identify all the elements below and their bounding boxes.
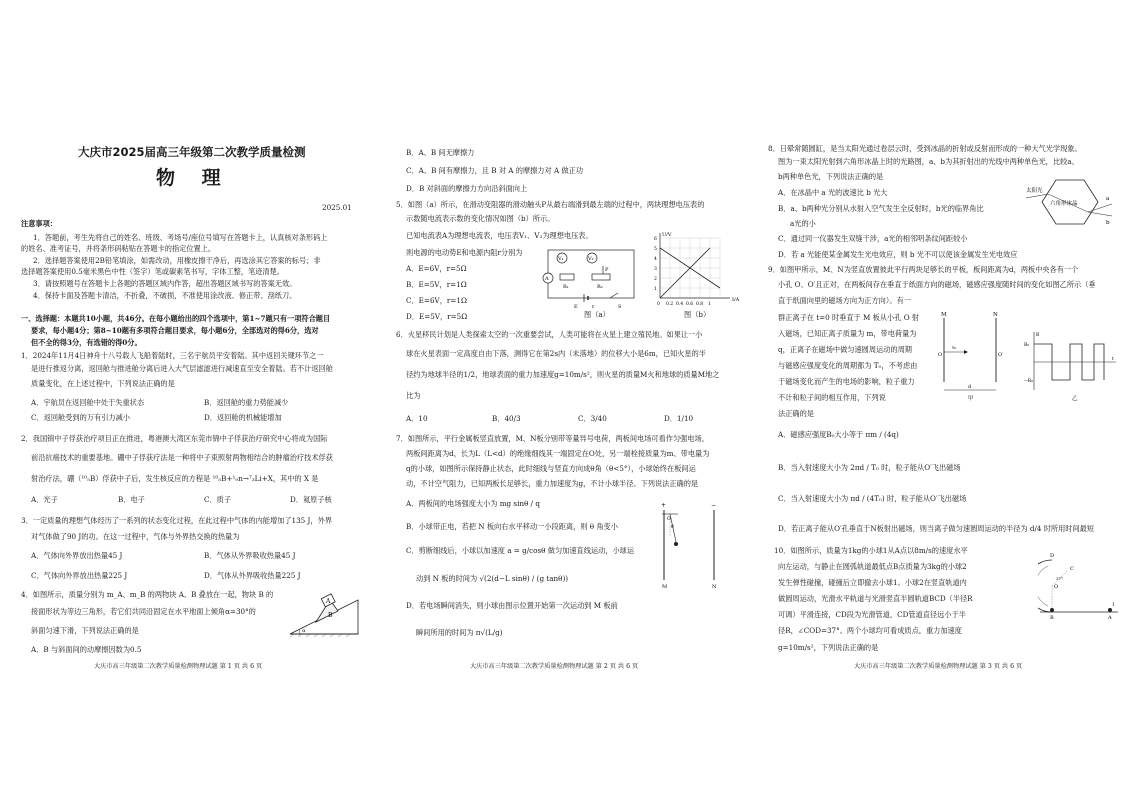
q2-option-d: D．氦原子核 — [290, 495, 332, 504]
q4-option-c: C．A、B 间有摩擦力，且 B 对 A 的摩擦力对 A 做正功 — [406, 166, 584, 175]
notice-line: 选择题答案使用0.5毫米黑色中性（签字）笔或碳素笔书写，字体工整，笔迹清楚。 — [21, 267, 284, 276]
q9-stem: 于磁场变化而产生的电场的影响，粒子重力 — [778, 377, 915, 386]
label-n: N — [712, 584, 717, 590]
label-r2: R₂ — [597, 284, 603, 290]
b-field-graph — [1024, 330, 1120, 402]
q6-option-c: C．3/40 — [578, 414, 607, 423]
q1-option-d: D．返回舱的机械能增加 — [204, 413, 282, 422]
label-angle: 37° — [1056, 576, 1064, 581]
notice-line: 3．请按照题号在答题卡上各题的答题区域内作答，超出答题区域书写的答案无效。 — [33, 279, 297, 288]
q10-stem: 10．如图所示，质量为1kg的小球1从A点以8m/s的速度水平 — [774, 546, 968, 555]
label-o-center: O — [1054, 584, 1059, 590]
page-3 — [762, 0, 1123, 794]
section-heading: 一、选择题：本题共10小题，共46分。在每小题给出的四个选项中，第1~7题只有一项符合题目 — [21, 314, 331, 323]
q9-stem: 直于纸面向里的磁场方向为正方向）。有一 — [778, 296, 911, 305]
label-b-point: B — [1050, 615, 1054, 620]
label-ice-crystal: 六角形冰晶 — [1050, 201, 1078, 207]
notice-line: 的姓名、准考证号，并将条形码粘贴在答题卡的指定位置上。 — [21, 244, 216, 253]
q5-stem: 示数随电流表示数的变化情况如图（b）所示。 — [406, 214, 555, 223]
q7-stem: 两板间距离为d，长为L（L<d）的绝缘细线其一端固定在O处，另一端栓接质量为m、带电量为 — [406, 449, 710, 458]
q9-stem: 与磁感应强度变化的周期都为 T₀，不考虑由 — [778, 361, 918, 370]
q9-option-b: B．当入射速度大小为 2πd / T₀ 时，粒子能从O′飞出磁场 — [778, 463, 961, 472]
q3-stem: 对气体做了90 J的功。在这一过程中，气体与外界热交换的热量为 — [31, 532, 240, 541]
notice-line: 4．保持卡面及答题卡清洁，不折叠，不破损，不准使用涂改液、修正带、刮纸刀。 — [33, 291, 297, 300]
y-tick: 4 — [654, 257, 657, 262]
label-neg-b0: −B₀ — [1024, 379, 1033, 384]
label-p: P — [605, 267, 609, 273]
q2-option-b: B．电子 — [118, 495, 145, 504]
exam-title: 大庆市2025届高三年级第二次教学质量检测 — [78, 145, 306, 159]
label-o-hole: O — [938, 352, 943, 358]
q5-option-b: B．E=5V，r=1Ω — [406, 280, 467, 289]
q7-option-c: C．剪断细线后，小球以加速度 a = g/cosθ 做匀加速直线运动，小球运 — [406, 546, 635, 555]
q10-stem: 可调）平滑连接，CD段为光滑管道，CD管道直径远小于半 — [778, 610, 966, 619]
fig-b-caption: 图（b） — [684, 310, 711, 319]
q4-option-a: A．B 与斜面间的动摩擦因数为0.5 — [31, 645, 142, 654]
q9-stem: 9．如图甲所示，M、N为竖直放置彼此平行两块足够长的平板，板间距离为d，两板中央各有一个 — [768, 265, 1079, 274]
label-ball-1: 1 — [1112, 603, 1115, 608]
incline-figure — [286, 586, 362, 638]
q1-stem: 是进行推返分离，返回舱与推进舱分离后进入大气层滤滤进行减速直至安全着陆。若不计返回舱 — [31, 364, 333, 373]
notice-title: 注意事项： — [21, 219, 57, 228]
q10-stem: 做圆周运动，光滑水平轨道与光滑竖直半圆轨道BCD（半径R — [778, 594, 973, 603]
label-o: O — [667, 517, 671, 522]
q4-option-b: B．A、B 间无摩擦力 — [406, 148, 475, 157]
q9-stem: 入磁场，已知正离子质量为 m，带电荷量为 — [778, 329, 917, 338]
label-theta: θ — [671, 525, 674, 530]
q8-stem: 8．日晕常随圆缸，是当太阳光通过卷层云时，受到冰晶的折射或反射而形成的一种大气光学现象。 — [768, 144, 1082, 153]
q5-stem: 5．如图（a）所示，在滑动变阻器的滑动触头P从最右端滑到最左端的过程中，两块理想电压表的 — [396, 200, 705, 209]
q7-option-c-cont: 动到 N 板的时间为 √(2(d−L sinθ) / (g tanθ)) — [416, 574, 569, 583]
q8-option-b-cont: a光的小 — [790, 219, 816, 228]
graph-xlabel: I/A — [732, 297, 740, 303]
q4-stem: 4．如图所示，质量分别为 m_A、m_B 的两物块 A、B 叠放在一起，物块 B 的 — [21, 590, 274, 599]
label-n-plate: N — [993, 312, 998, 318]
fig-a-caption: 图（a） — [584, 310, 610, 319]
page-1 — [0, 0, 372, 794]
circuit-figure — [540, 244, 640, 312]
q7-stem: 动，不计空气阻力，已知两板长足够长，重力加速度为g，不计小球半径。下列说法正确的是 — [406, 479, 699, 488]
q5-option-d: D．E=5V，r=5Ω — [406, 312, 468, 321]
q6-option-d: D．1/10 — [664, 414, 694, 423]
q9-option-d: D．若正离子能从O′孔垂直于N板射出磁场，则当离子做匀速圆周运动的半径为 d/4 时所用时间最短 — [778, 524, 1095, 533]
q9-stem: 小孔 O、O′且正对，在两板间存在垂直于纸面方向的磁场，磁感应强度随时间的变化如图乙所示（垂 — [778, 280, 1096, 289]
y-tick: 6 — [654, 237, 657, 242]
q7-option-a: A．两板间的电场强度大小为 mg sinθ / q — [406, 499, 540, 508]
label-a: A — [326, 598, 331, 605]
q9-option-c: C．当入射速度大小为 πd / (4T₀) 时，粒子能从O′飞出磁场 — [778, 494, 967, 503]
q6-stem: 径约为地球半径的1/2，地球表面的重力加速度g=10m/s²，则火星的质量M火和地球的质量M地之 — [406, 370, 720, 379]
q2-stem: 2．我国锦中子俘获治疗项目正在推进，粤港澳大湾区东莞市锦中子俘获治疗研究中心将成为国际 — [21, 434, 328, 443]
parallel-plate-figure — [658, 500, 722, 592]
label-e: E — [574, 304, 578, 310]
label-r: r — [592, 304, 595, 310]
q10-stem: g=10m/s²，下列说法正确的是 — [778, 643, 879, 652]
q8-option-b: B．a、b两种光分别从水射入空气发生全反射时，b光的临界角比 — [778, 204, 984, 213]
q2-stem: 射治疗法，硼（¹⁰₅B）俘获中子后，发生核反应的方程是 ¹⁰₅B+¹₀n→⁷₃Li+X，其中的 X 是 — [31, 474, 319, 483]
label-o-prime-hole: O′ — [998, 352, 1004, 358]
q7-option-d: D．若电场瞬间消失，则小球由图示位置开始第一次运动到 M 板前 — [406, 601, 618, 610]
q8-stem: 图为一束太阳光射到六角形冰晶上时的光路图，a、b为其折射出的光线中两种单色光，比较a、 — [778, 157, 1079, 166]
page-footer: 大庆市高三年级第二次教学质量检测物理试题 第 3 页 共 6 页 — [854, 663, 1023, 670]
q10-stem: 向左运动，与静止在圆弧轨道最低点B点质量为3kg的小球2 — [778, 562, 967, 571]
q1-option-a: A．宇航员在返回舱中处于失重状态 — [31, 398, 145, 407]
subject-title: 物 理 — [156, 167, 231, 189]
y-tick: 5 — [654, 247, 657, 252]
x-tick: 1 — [708, 302, 711, 307]
q10-stem: 径R，∠COD=37°。两个小球均可看成质点，重力加速度 — [778, 626, 962, 635]
label-b: B — [328, 612, 333, 619]
q3-option-d: D．气体从外界吸收热量225 J — [204, 571, 301, 580]
label-v0: v₀ — [952, 346, 957, 351]
label-ammeter: A — [545, 276, 549, 282]
q6-stem: 比为 — [406, 391, 421, 400]
x-tick: 0.6 — [686, 302, 694, 307]
caption-yi: 乙 — [1072, 396, 1078, 402]
q5-option-a: A．E=6V，r=5Ω — [406, 264, 467, 273]
label-b0: B₀ — [1024, 343, 1030, 348]
q9-stem: 法正确的是 — [778, 409, 814, 418]
u-i-graph — [654, 230, 750, 310]
plates-figure-a — [938, 310, 1018, 402]
q1-stem: 1．2024年11月4日神舟十八号载人飞船着陆时，三名宇航员平安着陆。其中返回关键环节之一 — [21, 351, 324, 360]
q7-option-b: B．小球带正电，若把 N 板向右水平移动一小段距离，则 θ 角变小 — [406, 522, 618, 531]
q9-stem: q，正离子在磁场中做匀速圆周运动的周期 — [778, 345, 912, 354]
label-v1: V₁ — [558, 256, 564, 262]
q8-option-c: C．通过同一仪器发生双缝干涉，a光的相邻明条纹间距较小 — [778, 234, 968, 243]
q5-stem: 则电源的电动势E和电源内阻r分别为 — [406, 248, 523, 257]
q8-option-a: A．在冰晶中 a 光的波速比 b 光大 — [778, 188, 888, 197]
q10-stem: 发生弹性碰撞，碰撞后立即撤去小球1。小球2在竖直轨道内 — [778, 578, 967, 587]
y-tick: 3 — [654, 267, 657, 272]
label-c: C — [1070, 566, 1074, 572]
notice-line: 1．答题前，考生先将自己的姓名、班级、考场号/座位号填写在答题卡上，认真核对条形码上 — [33, 233, 328, 242]
q4-option-d: D．B 对斜面的摩擦力方向沿斜面向上 — [406, 184, 528, 193]
graph-ylabel: U/V — [662, 232, 672, 238]
q9-option-a: A．磁感应强度B₀大小等于 πm / (4q) — [778, 430, 899, 439]
section-heading: 但不全的得3分，有选错的得0分。 — [31, 338, 142, 347]
q6-option-b: B．40/3 — [492, 414, 521, 423]
track-figure — [1038, 548, 1120, 620]
q6-option-a: A．10 — [406, 414, 428, 423]
q7-option-d-cont: 瞬间所用的时间为 π√(L/g) — [416, 628, 503, 637]
label-d: D — [1050, 553, 1055, 559]
q1-option-c: C．返回舱受到的万有引力减小 — [31, 413, 130, 422]
q1-option-b: B．返回舱的重力势能减少 — [204, 398, 289, 407]
q4-stem: 斜面匀速下滑，下列说法正确的是 — [31, 626, 139, 635]
label-m: M — [662, 584, 668, 590]
q4-stem: 接面形状为等边三角形，若它们共同沿固定在水平地面上倾角α=30°的 — [31, 607, 256, 616]
label-a-point: A — [1108, 615, 1112, 620]
q7-stem: q的小球，如图所示保持静止状态，此时细线与竖直方向成θ角（θ<5°），小球始终在板间运 — [406, 464, 696, 473]
q7-stem: 7．如图所示，平行金属板竖直放置，M、N板分别带等量异号电荷，两板间电场可看作匀强电场， — [396, 434, 709, 443]
q9-stem: 群正离子在 t=0 时垂直于 M 板从小孔 O 射 — [778, 313, 920, 322]
q8-option-d: D．若 a 光能使某金属发生光电效应，则 b 光不可以使该金属发生光电效应 — [778, 250, 1018, 259]
label-sunlight: 太阳光 — [1026, 188, 1043, 194]
exam-date: 2025.01 — [322, 203, 352, 212]
q1-stem: 质量变化，在上述过程中，下列说法正确的是 — [31, 379, 175, 388]
label-s: S — [618, 304, 622, 310]
plus-sign: + — [661, 502, 667, 509]
q2-option-c: C．质子 — [204, 495, 232, 504]
label-t-axis: t — [1112, 357, 1114, 362]
page-2 — [372, 0, 762, 794]
q3-option-c: C．气体向外界放出热量225 J — [31, 571, 128, 580]
y-tick: 2 — [654, 277, 657, 282]
q3-stem: 3．一定质量的理想气体经历了一系列的状态变化过程，在此过程中气体的内能增加了135 J，外界 — [21, 516, 332, 525]
hexagon-crystal-figure — [1026, 172, 1116, 228]
q8-stem: b两种单色光，下列说法正确的是 — [778, 172, 884, 181]
caption-jia: 甲 — [968, 396, 974, 402]
page-footer: 大庆市高三年级第二次教学质量检测物理试题 第 1 页 共 6 页 — [94, 663, 263, 670]
q3-option-a: A．气体向外界放出热量45 J — [31, 551, 123, 560]
label-v2: V₂ — [588, 256, 594, 262]
q2-option-a: A．光子 — [31, 495, 58, 504]
section-heading: 要求，每小题4分；第8~10题有多项符合题目要求，每小题6分，全部选对的得6分，选对 — [31, 326, 319, 335]
label-ray-b: b — [1106, 220, 1110, 226]
q5-option-c: C．E=6V，r=1Ω — [406, 296, 467, 305]
minus-sign: − — [711, 502, 717, 509]
q9-stem: 不计和粒子间的相互作用，下列说 — [778, 393, 886, 402]
x-tick: 0.4 — [676, 302, 684, 307]
notice-line: 2．选择题答案使用2B铅笔填涂，如需改动，用橡皮擦干净后，再选涂其它答案的标号；非 — [33, 256, 321, 265]
x-tick: 0.8 — [696, 302, 704, 307]
q5-stem: 已知电流表A为理想电流表，电压表V₁、V₂为理想电压表。 — [406, 231, 593, 240]
q3-option-b: B．气体从外界吸收热量45 J — [204, 551, 296, 560]
y-tick: 1 — [654, 287, 657, 292]
label-b-axis: B — [1036, 333, 1040, 338]
page-footer: 大庆市高三年级第二次教学质量检测物理试题 第 2 页 共 6 页 — [470, 663, 639, 670]
x-tick: 0 — [657, 302, 660, 307]
label-ray-a: a — [1106, 196, 1110, 202]
label-m-plate: M — [941, 312, 947, 318]
q6-stem: 球在火星表面一定高度自由下落，测得它在第2s内（未落地）的位移大小是6m，已知火星的半 — [406, 349, 706, 358]
q2-stem: 前沿抗癌技术的重要基地。硼中子俘获疗法是一种将中子束照射两物相结合的肿瘤治疗技术俘获 — [31, 453, 333, 462]
x-tick: 0.2 — [666, 302, 674, 307]
label-alpha: α — [302, 628, 306, 634]
label-r1: R₁ — [563, 284, 569, 290]
label-distance-d: d — [968, 384, 972, 390]
q6-stem: 6．火星移民计划是人类探索太空的一次重要尝试，人类可能将在火星上建立殖民地。如果让一小 — [396, 330, 703, 339]
